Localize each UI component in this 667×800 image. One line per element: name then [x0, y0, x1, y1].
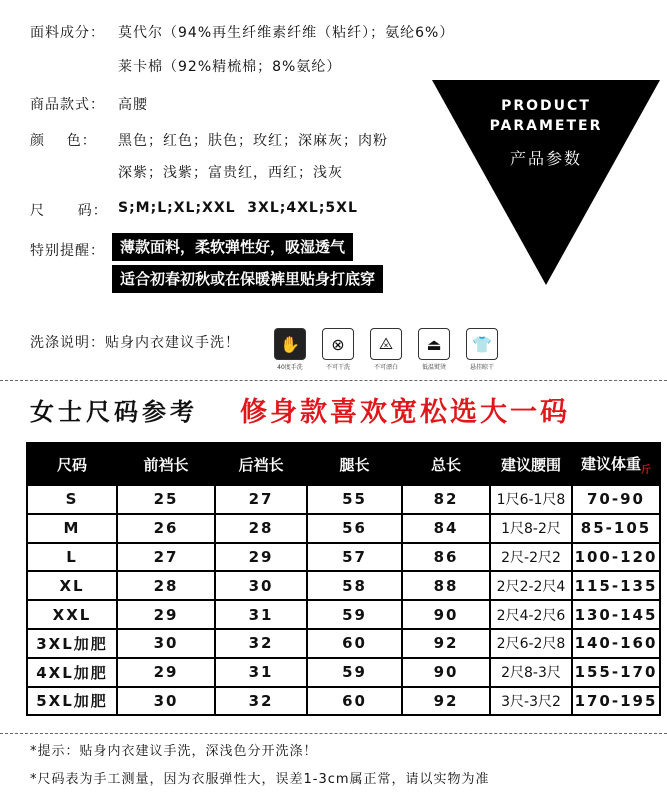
divider	[0, 380, 667, 381]
cell-front-rise: 25	[117, 485, 215, 514]
divider-bottom	[0, 733, 667, 734]
cell-front-rise: 26	[117, 514, 215, 543]
badge-line-1: PRODUCT	[501, 98, 591, 114]
cell-waist: 2尺8-3尺	[490, 658, 572, 687]
cell-front-rise: 29	[117, 658, 215, 687]
cell-weight: 115-135	[572, 571, 660, 600]
reminder-line-2: 适合初春初秋或在保暖裤里贴身打底穿	[112, 265, 383, 293]
note-wash: *提示：贴身内衣建议手洗，深浅色分开洗涤！	[30, 744, 318, 759]
cell-back-rise: 29	[215, 543, 307, 572]
header-weight: 建议体重$_斤$	[572, 443, 660, 485]
table-row	[27, 658, 660, 687]
cell-size: L	[27, 543, 117, 572]
cell-back-rise: 31	[215, 600, 307, 629]
color-label: 颜 色：	[30, 133, 97, 149]
header-leg-length: 腿长	[307, 443, 402, 485]
cell-back-rise: 27	[215, 485, 307, 514]
weight-unit: 斤	[641, 464, 651, 476]
cell-waist: 2尺-2尺2	[490, 543, 572, 572]
table-row	[27, 687, 660, 716]
cell-total-length: 92	[402, 687, 490, 716]
badge-line-3: 产品参数	[509, 149, 582, 168]
cell-total-length: 84	[402, 514, 490, 543]
cell-size: S	[27, 485, 117, 514]
badge-line-2: PARAMETER	[489, 118, 603, 134]
cell-total-length: 88	[402, 571, 490, 600]
cell-back-rise: 30	[215, 571, 307, 600]
cell-size: 3XL加肥	[27, 629, 117, 658]
cell-front-rise: 27	[117, 543, 215, 572]
no-bleach-icon: ⨻ 不可漂白	[366, 328, 406, 371]
cell-total-length: 82	[402, 485, 490, 514]
size-chart-title: 女士尺码参考	[30, 398, 198, 426]
wash-label: 洗涤说明：贴身内衣建议手洗！	[30, 335, 240, 351]
header-waist: 建议腰围	[490, 443, 572, 485]
cell-front-rise: 30	[117, 687, 215, 716]
table-row	[27, 514, 660, 543]
hang-dry-icon: 👕 悬挂晾干	[462, 328, 502, 371]
cell-waist: 1尺6-1尺8	[490, 485, 572, 514]
cell-leg-length: 60	[307, 629, 402, 658]
table-row	[27, 571, 660, 600]
header-total-length: 总长	[402, 443, 490, 485]
reminder-label: 特别提醒：	[30, 243, 105, 259]
table-row	[27, 600, 660, 629]
fabric-line-2: 莱卡棉（92%精梳棉；8%氨纶）	[118, 59, 342, 75]
header-front-rise: 前裆长	[117, 443, 215, 485]
cell-front-rise: 30	[117, 629, 215, 658]
size-value: S;M;L;XL;XXL 3XL;4XL;5XL	[118, 200, 358, 216]
cell-size: 5XL加肥	[27, 687, 117, 716]
cell-total-length: 90	[402, 600, 490, 629]
cell-size: XL	[27, 571, 117, 600]
cell-weight: 100-120	[572, 543, 660, 572]
cell-weight: 130-145	[572, 600, 660, 629]
cell-back-rise: 28	[215, 514, 307, 543]
cell-leg-length: 57	[307, 543, 402, 572]
cell-leg-length: 60	[307, 687, 402, 716]
cell-waist: 3尺-3尺2	[490, 687, 572, 716]
low-iron-icon: ⏏ 低温熨烫	[414, 328, 454, 371]
cell-leg-length: 59	[307, 658, 402, 687]
cell-back-rise: 32	[215, 687, 307, 716]
cell-waist: 1尺8-2尺	[490, 514, 572, 543]
fabric-line-1: 莫代尔（94%再生纤维素纤维（粘纤）；氨纶6%）	[118, 25, 455, 41]
cell-leg-length: 58	[307, 571, 402, 600]
table-header-row	[27, 443, 660, 485]
size-chart-advice: 修身款喜欢宽松选大一码	[240, 397, 570, 428]
cell-waist: 2尺2-2尺4	[490, 571, 572, 600]
cell-weight: 85-105	[572, 514, 660, 543]
style-label: 商品款式：	[30, 97, 105, 113]
table-row	[27, 629, 660, 658]
cell-weight: 170-195	[572, 687, 660, 716]
cell-front-rise: 28	[117, 571, 215, 600]
fabric-label: 面料成分：	[30, 25, 105, 41]
cell-front-rise: 29	[117, 600, 215, 629]
care-icons	[270, 328, 502, 371]
cell-weight: 70-90	[572, 485, 660, 514]
cell-leg-length: 55	[307, 485, 402, 514]
size-table	[26, 442, 661, 716]
cell-size: XXL	[27, 600, 117, 629]
color-line-2: 深紫；浅紫；富贵红，西红；浅灰	[118, 165, 343, 181]
cell-waist: 2尺6-2尺8	[490, 629, 572, 658]
cell-total-length: 90	[402, 658, 490, 687]
cell-back-rise: 31	[215, 658, 307, 687]
cell-back-rise: 32	[215, 629, 307, 658]
no-dry-clean-icon: ⊗ 不可干洗	[318, 328, 358, 371]
header-size: 尺码	[27, 443, 117, 485]
cell-weight: 140-160	[572, 629, 660, 658]
cell-leg-length: 56	[307, 514, 402, 543]
cell-size: 4XL加肥	[27, 658, 117, 687]
cell-waist: 2尺4-2尺6	[490, 600, 572, 629]
note-measure: *尺码表为手工测量，因为衣服弹性大，误差1-3cm属正常，请以实物为准	[30, 772, 490, 787]
cell-total-length: 92	[402, 629, 490, 658]
table-row	[27, 543, 660, 572]
reminder-line-1: 薄款面料，柔软弹性好，吸湿透气	[112, 233, 353, 261]
cell-total-length: 86	[402, 543, 490, 572]
cell-leg-length: 59	[307, 600, 402, 629]
color-line-1: 黑色；红色；肤色；玫红；深麻灰；肉粉	[118, 133, 388, 149]
style-value: 高腰	[118, 97, 148, 113]
table-row	[27, 485, 660, 514]
header-back-rise: 后裆长	[215, 443, 307, 485]
hand-wash-icon: ✋ 40度手洗	[270, 328, 310, 371]
size-label: 尺 码：	[30, 203, 108, 219]
cell-weight: 155-170	[572, 658, 660, 687]
cell-size: M	[27, 514, 117, 543]
